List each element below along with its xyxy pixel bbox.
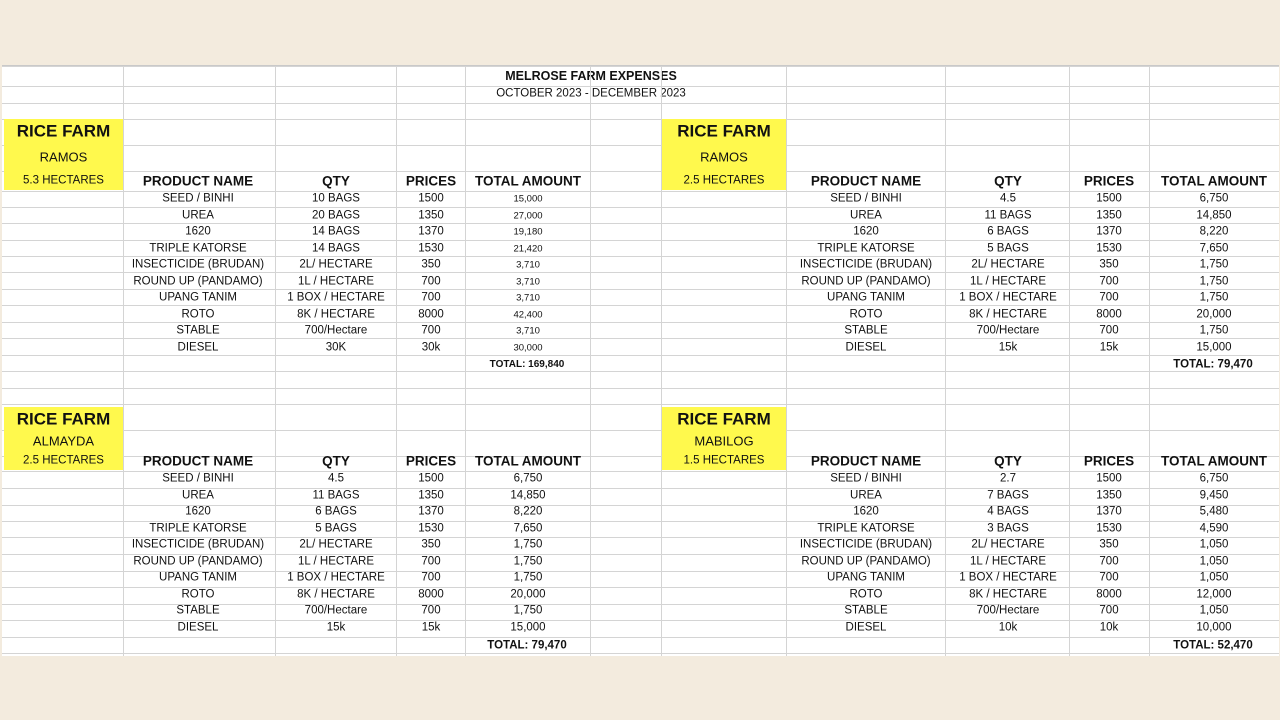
table-cell: 3,710 <box>516 292 540 304</box>
sheet-title: MELROSE FARM EXPENSES <box>505 68 677 83</box>
table-cell: 700/Hectare <box>976 604 1040 617</box>
column-header-qty: QTY <box>994 453 1022 469</box>
farm-area: 2.5 HECTARES <box>23 454 104 467</box>
table-cell: 350 <box>1099 538 1119 551</box>
table-cell: 350 <box>421 258 441 271</box>
table-cell: TRIPLE KATORSE <box>149 521 247 534</box>
table-cell: 14 BAGS <box>312 225 360 238</box>
table-cell: 1350 <box>418 488 444 501</box>
table-cell: 3,710 <box>516 276 540 287</box>
column-header-total: TOTAL AMOUNT <box>1161 173 1267 189</box>
table-cell: 6,750 <box>1199 472 1229 485</box>
table-cell: INSECTICIDE (BRUDAN) <box>799 258 933 271</box>
table-cell: 6 BAGS <box>987 225 1029 238</box>
table-cell: 8000 <box>418 308 444 321</box>
table-cell: 1530 <box>418 241 444 254</box>
table-cell: 1620 <box>853 225 879 238</box>
table-cell: 700 <box>1099 555 1119 567</box>
block-total: TOTAL: 79,470 <box>487 639 567 652</box>
table-cell: 8K / HECTARE <box>969 308 1047 321</box>
table-cell: 1,050 <box>1199 555 1229 567</box>
column-header-product: PRODUCT NAME <box>810 173 922 189</box>
table-cell: 15k <box>326 621 346 634</box>
column-header-product: PRODUCT NAME <box>142 173 254 189</box>
table-cell: 2.7 <box>1000 472 1016 485</box>
table-cell: 2L/ HECTARE <box>971 538 1045 551</box>
table-cell: 10,000 <box>1196 621 1232 634</box>
table-cell: 1370 <box>418 505 444 518</box>
farm-area: 2.5 HECTARES <box>683 174 765 187</box>
table-cell: DIESEL <box>845 621 887 634</box>
table-cell: 14,850 <box>1196 208 1232 221</box>
table-cell: 11 BAGS <box>984 208 1032 221</box>
table-cell: 700 <box>421 604 441 617</box>
table-cell: 1530 <box>1096 521 1122 534</box>
table-cell: TRIPLE KATORSE <box>149 241 247 254</box>
table-cell: 1620 <box>185 505 211 518</box>
table-cell: 15,000 <box>1196 341 1232 354</box>
table-cell: 15,000 <box>513 193 543 205</box>
table-cell: 1370 <box>1096 505 1122 518</box>
table-cell: UPANG TANIM <box>827 291 905 304</box>
table-cell: 2L/ HECTARE <box>299 538 373 551</box>
table-cell: DIESEL <box>845 341 887 354</box>
table-cell: 4.5 <box>1000 192 1016 205</box>
table-cell: ROTO <box>849 308 883 321</box>
table-cell: 8,220 <box>513 505 543 518</box>
sheet-period: OCTOBER 2023 - DECEMBER 2023 <box>496 87 686 100</box>
table-cell: 8000 <box>1096 588 1122 601</box>
table-cell: 350 <box>421 538 441 551</box>
column-header-qty: QTY <box>322 173 350 189</box>
table-cell: 1 BOX / HECTARE <box>959 291 1057 304</box>
table-cell: 1L / HECTARE <box>297 275 375 287</box>
table-cell: 8,220 <box>1199 225 1229 238</box>
column-header-prices: PRICES <box>405 173 457 189</box>
table-cell: 3,710 <box>516 259 540 271</box>
table-cell: SEED / BINHI <box>162 472 234 485</box>
table-cell: 30,000 <box>513 342 543 354</box>
table-cell: 1500 <box>418 192 444 205</box>
table-cell: 700/Hectare <box>976 324 1040 337</box>
table-cell: 8000 <box>1096 308 1122 321</box>
table-cell: 700/Hectare <box>304 604 368 617</box>
table-cell: 700 <box>1099 275 1119 287</box>
table-cell: 700 <box>421 275 441 287</box>
table-cell: UPANG TANIM <box>159 571 237 584</box>
table-cell: 5 BAGS <box>315 521 357 534</box>
table-cell: 7,650 <box>1199 241 1229 254</box>
farm-area: 1.5 HECTARES <box>683 454 765 467</box>
table-cell: UREA <box>850 488 882 501</box>
table-cell: 1,750 <box>513 555 543 567</box>
table-cell: 21,420 <box>513 242 543 254</box>
table-cell: 700/Hectare <box>304 324 368 337</box>
farm-location: RAMOS <box>700 149 748 165</box>
column-header-prices: PRICES <box>1083 173 1135 189</box>
table-cell: 10 BAGS <box>312 192 360 205</box>
table-cell: 1500 <box>418 472 444 485</box>
table-cell: STABLE <box>844 604 888 617</box>
table-cell: SEED / BINHI <box>162 192 234 205</box>
table-cell: 1,750 <box>513 571 543 584</box>
farm-name: RICE FARM <box>677 409 771 429</box>
table-cell: 8K / HECTARE <box>297 308 375 321</box>
table-cell: TRIPLE KATORSE <box>817 241 915 254</box>
table-cell: 1500 <box>1096 472 1122 485</box>
table-cell: 1370 <box>418 225 444 238</box>
table-cell: 4 BAGS <box>987 505 1029 518</box>
table-cell: 10k <box>1099 621 1119 634</box>
farm-area: 5.3 HECTARES <box>23 174 104 187</box>
column-header-product: PRODUCT NAME <box>810 453 922 469</box>
table-cell: 1,050 <box>1199 571 1229 584</box>
table-cell: 1620 <box>853 505 879 518</box>
table-cell: STABLE <box>176 604 220 617</box>
column-header-total: TOTAL AMOUNT <box>1161 453 1267 469</box>
table-cell: 15k <box>998 341 1018 354</box>
table-cell: 15,000 <box>510 621 546 634</box>
table-cell: 7,650 <box>513 521 543 534</box>
table-cell: 350 <box>1099 258 1119 271</box>
table-cell: 1370 <box>1096 225 1122 238</box>
farm-name: RICE FARM <box>16 121 111 141</box>
table-cell: 1L / HECTARE <box>297 555 375 567</box>
table-cell: 1,050 <box>1199 538 1229 551</box>
table-cell: 8K / HECTARE <box>297 588 375 601</box>
column-header-qty: QTY <box>322 453 350 469</box>
column-header-total: TOTAL AMOUNT <box>475 173 581 189</box>
table-cell: ROUND UP (PANDAMO) <box>133 275 263 287</box>
table-cell: 42,400 <box>513 309 543 321</box>
table-cell: 6,750 <box>513 472 543 485</box>
table-cell: 14,850 <box>510 488 546 501</box>
table-cell: 2L/ HECTARE <box>299 258 373 271</box>
table-cell: INSECTICIDE (BRUDAN) <box>799 538 933 551</box>
table-cell: 1 BOX / HECTARE <box>287 291 385 304</box>
farm-location: RAMOS <box>39 149 88 165</box>
table-cell: 1L / HECTARE <box>969 555 1047 567</box>
table-cell: 1,750 <box>513 538 543 551</box>
table-cell: 700 <box>1099 604 1119 617</box>
table-cell: 10k <box>998 621 1018 634</box>
table-cell: 20,000 <box>510 588 546 601</box>
table-cell: 20 BAGS <box>312 208 360 221</box>
table-cell: 19,180 <box>513 226 543 238</box>
table-cell: TRIPLE KATORSE <box>817 521 915 534</box>
column-header-prices: PRICES <box>405 453 457 469</box>
table-cell: 7 BAGS <box>987 488 1029 501</box>
table-cell: ROUND UP (PANDAMO) <box>801 555 931 567</box>
table-cell: 30k <box>421 341 441 354</box>
table-cell: INSECTICIDE (BRUDAN) <box>131 538 265 551</box>
table-cell: 5 BAGS <box>987 241 1029 254</box>
table-cell: 1350 <box>418 208 444 221</box>
table-cell: ROTO <box>181 588 215 601</box>
table-cell: 1,750 <box>513 604 543 617</box>
table-cell: 1,050 <box>1199 604 1229 617</box>
table-cell: 27,000 <box>513 209 543 221</box>
table-cell: 14 BAGS <box>312 241 360 254</box>
table-cell: 1L / HECTARE <box>969 275 1047 287</box>
table-cell: 1,750 <box>1199 291 1229 304</box>
table-cell: 6,750 <box>1199 192 1229 205</box>
block-total: TOTAL: 79,470 <box>1173 358 1253 371</box>
table-cell: 1,750 <box>1199 258 1229 271</box>
table-cell: 1350 <box>1096 488 1122 501</box>
table-cell: ROTO <box>849 588 883 601</box>
table-cell: 700 <box>421 555 441 567</box>
table-cell: ROTO <box>181 308 215 321</box>
table-cell: 15k <box>421 621 441 634</box>
table-cell: 700 <box>421 291 441 304</box>
table-cell: 15k <box>1099 341 1119 354</box>
farm-name: RICE FARM <box>677 121 771 141</box>
table-cell: 12,000 <box>1196 588 1232 601</box>
table-cell: UPANG TANIM <box>827 571 905 584</box>
spreadsheet <box>2 65 1279 656</box>
table-cell: STABLE <box>176 324 220 337</box>
table-cell: 1 BOX / HECTARE <box>959 571 1057 584</box>
table-cell: 700 <box>421 571 441 584</box>
table-cell: 700 <box>1099 291 1119 304</box>
table-cell: INSECTICIDE (BRUDAN) <box>131 258 265 271</box>
table-cell: UREA <box>182 208 214 221</box>
table-cell: 700 <box>1099 324 1119 337</box>
table-cell: DIESEL <box>177 621 219 634</box>
table-cell: 9,450 <box>1199 488 1229 501</box>
table-cell: UREA <box>182 488 214 501</box>
table-cell: 1,750 <box>1199 324 1229 337</box>
block-total: TOTAL: 169,840 <box>489 359 565 370</box>
column-header-prices: PRICES <box>1083 453 1135 469</box>
table-cell: 11 BAGS <box>312 488 360 501</box>
table-cell: 1500 <box>1096 192 1122 205</box>
table-cell: ROUND UP (PANDAMO) <box>801 275 931 287</box>
table-cell: 700 <box>421 324 441 337</box>
column-header-total: TOTAL AMOUNT <box>475 453 581 469</box>
table-cell: 1530 <box>1096 241 1122 254</box>
table-cell: 1 BOX / HECTARE <box>287 571 385 584</box>
table-cell: 8K / HECTARE <box>969 588 1047 601</box>
table-cell: 30K <box>325 341 347 354</box>
block-total: TOTAL: 52,470 <box>1173 639 1253 652</box>
table-cell: 700 <box>1099 571 1119 584</box>
table-cell: 1620 <box>185 225 211 238</box>
table-cell: UPANG TANIM <box>159 291 237 304</box>
table-cell: 6 BAGS <box>315 505 357 518</box>
table-cell: DIESEL <box>177 341 219 354</box>
table-cell: 1,750 <box>1199 275 1229 287</box>
table-cell: 4.5 <box>328 472 344 485</box>
column-header-product: PRODUCT NAME <box>142 453 254 469</box>
farm-location: ALMAYDA <box>32 433 95 449</box>
table-cell: 2L/ HECTARE <box>971 258 1045 271</box>
farm-location: MABILOG <box>694 433 754 449</box>
table-cell: SEED / BINHI <box>830 192 902 205</box>
table-cell: 20,000 <box>1196 308 1232 321</box>
table-cell: UREA <box>850 208 882 221</box>
table-cell: ROUND UP (PANDAMO) <box>133 555 263 567</box>
table-cell: 1350 <box>1096 208 1122 221</box>
table-cell: 5,480 <box>1199 505 1229 518</box>
table-cell: 4,590 <box>1199 521 1229 534</box>
table-cell: SEED / BINHI <box>830 472 902 485</box>
table-cell: 3,710 <box>516 325 540 337</box>
table-cell: 8000 <box>418 588 444 601</box>
table-cell: STABLE <box>844 324 888 337</box>
column-header-qty: QTY <box>994 173 1022 189</box>
table-cell: 3 BAGS <box>987 521 1029 534</box>
farm-name: RICE FARM <box>16 409 111 429</box>
table-cell: 1530 <box>418 521 444 534</box>
